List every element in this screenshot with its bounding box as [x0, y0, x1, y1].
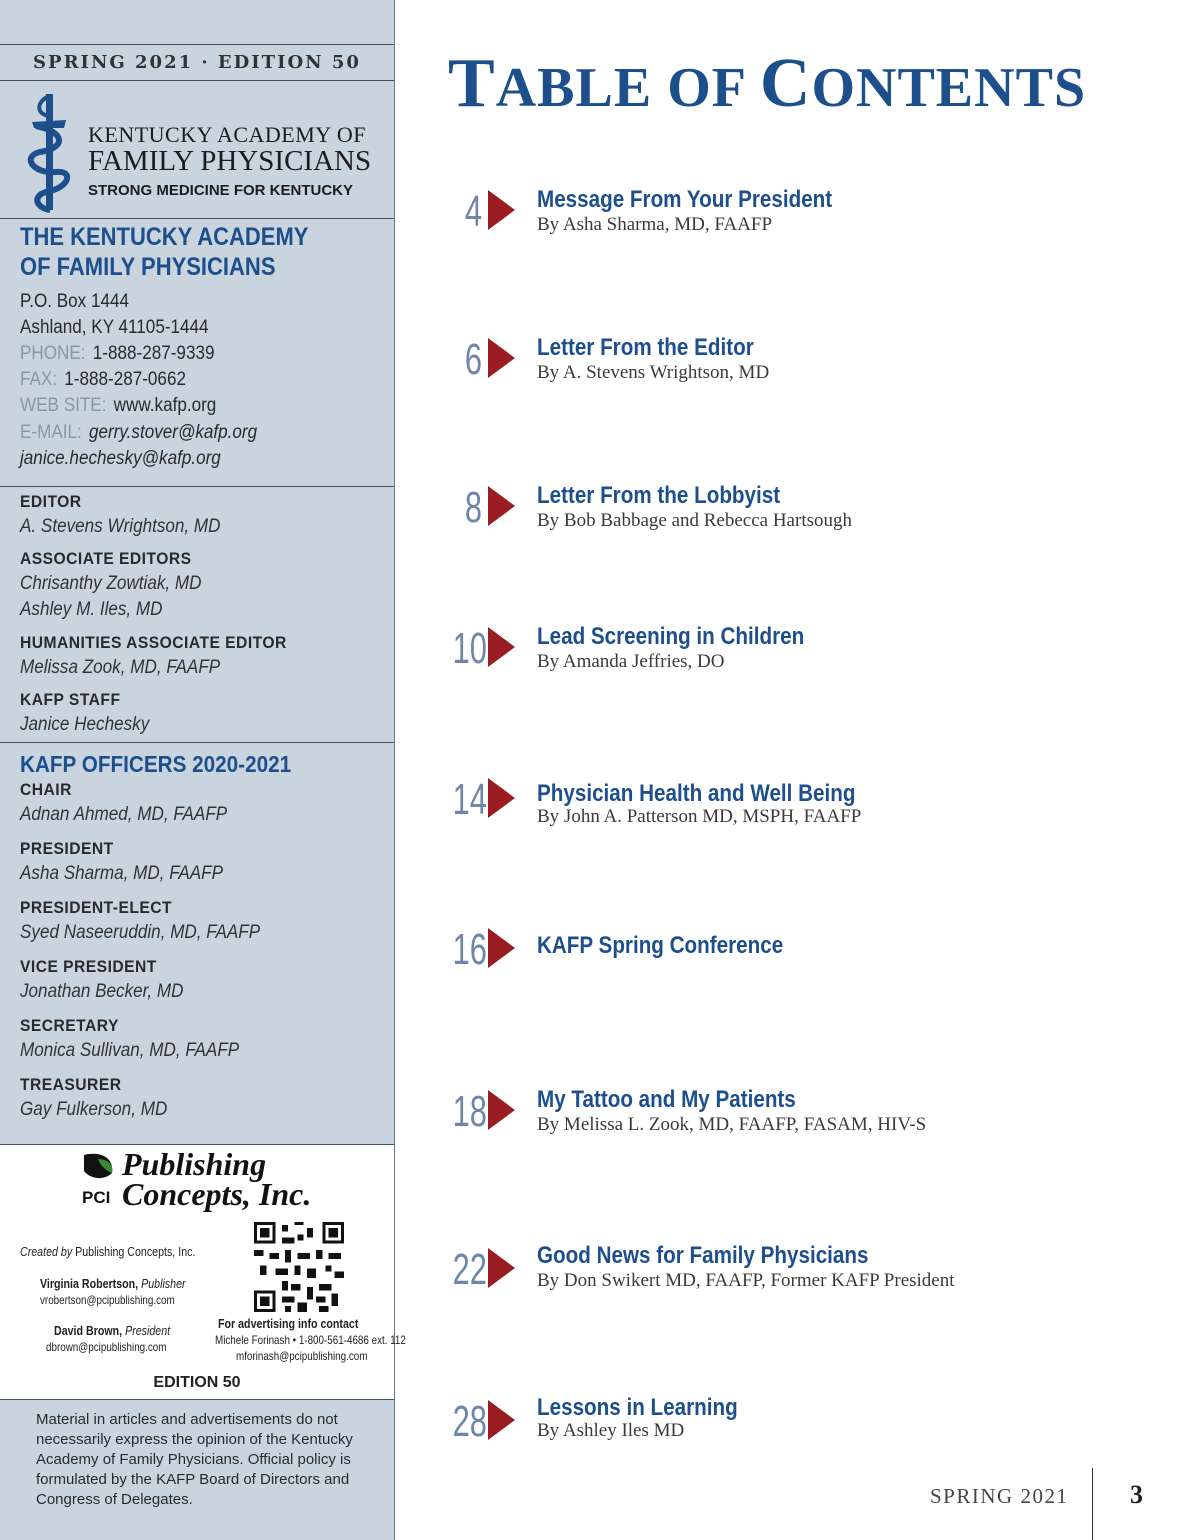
divider: [0, 80, 394, 81]
title-part: C: [759, 45, 812, 122]
article-byline: By Ashley Iles MD: [537, 1420, 685, 1441]
email-label: E-MAIL:: [20, 422, 82, 443]
article-byline: By John A. Patterson MD, MSPH, FAAFP: [537, 806, 862, 827]
article-title[interactable]: My Tattoo and My Patients: [537, 1086, 796, 1113]
officer-name: Monica Sullivan, MD, FAAFP: [20, 1040, 240, 1061]
phone-label: PHONE:: [20, 343, 86, 364]
officer-role: PRESIDENT-ELECT: [20, 898, 173, 917]
article-byline: By A. Stevens Wrightson, MD: [537, 362, 770, 383]
person-title: President: [125, 1323, 171, 1338]
title-part: ABLE OF: [495, 57, 760, 119]
ad-email[interactable]: mforinash@pcipublishing.com: [236, 1349, 368, 1363]
logo-text-line2: FAMILY PHYSICIANS: [88, 145, 372, 177]
article-title[interactable]: Physician Health and Well Being: [537, 780, 856, 807]
web-link[interactable]: www.kafp.org: [113, 395, 217, 416]
phone-number: 1-888-287-9339: [92, 343, 215, 364]
toc-entry[interactable]: [440, 1088, 1160, 1158]
title-part: T: [448, 45, 496, 122]
toc-entry[interactable]: [440, 625, 1160, 695]
person-name: David Brown,: [54, 1323, 123, 1338]
city-address: Ashland, KY 41105-1444: [20, 317, 209, 338]
officer-role: TREASURER: [20, 1075, 122, 1094]
page-number: 18: [452, 1087, 487, 1136]
disclaimer-text: Material in articles and advertisements do not necessarily express the opinion of the Kentucky Academy of Family Physicians. Official policy is formulated by the KAFP Board of Directors and Congress of Delegates.: [36, 1411, 353, 1508]
article-title[interactable]: Letter From the Editor: [537, 334, 754, 361]
person-name: Virginia Robertson,: [40, 1276, 139, 1291]
staff-role: ASSOCIATE EDITORS: [20, 549, 192, 568]
officers-heading: KAFP OFFICERS 2020-2021: [20, 751, 292, 777]
officer-name: Gay Fulkerson, MD: [20, 1099, 168, 1120]
toc-entry[interactable]: [440, 484, 1160, 554]
article-byline: By Bob Babbage and Rebecca Hartsough: [537, 510, 852, 531]
article-title[interactable]: Lessons in Learning: [537, 1394, 738, 1421]
phone-line: [20, 343, 214, 365]
officer-role: SECRETARY: [20, 1016, 119, 1035]
divider: [0, 218, 394, 219]
arrow-right-icon: [488, 928, 515, 968]
article-title[interactable]: Good News for Family Physicians: [537, 1242, 869, 1269]
arrow-right-icon: [488, 1400, 515, 1440]
po-box: P.O. Box 1444: [20, 291, 130, 312]
ad-heading: For advertising info contact: [218, 1316, 359, 1331]
email-link[interactable]: janice.hechesky@kafp.org: [20, 448, 221, 469]
edition-footer: EDITION 50: [153, 1374, 241, 1391]
footer-divider: [1092, 1468, 1093, 1540]
fax-label: FAX:: [20, 369, 58, 390]
toc-entry[interactable]: [440, 336, 1160, 406]
title-part: ONTENTS: [811, 57, 1087, 119]
page-number: 28: [452, 1397, 487, 1446]
publisher-person: [40, 1276, 186, 1291]
toc-entry[interactable]: [440, 1394, 1160, 1468]
staff-role: KAFP STAFF: [20, 690, 121, 709]
article-title[interactable]: Letter From the Lobbyist: [537, 482, 781, 509]
fax-number: 1-888-287-0662: [64, 369, 186, 390]
logo-text-line1: KENTUCKY ACADEMY OF: [88, 122, 366, 147]
org-title-line2: OF FAMILY PHYSICIANS: [20, 253, 276, 281]
officer-role: PRESIDENT: [20, 839, 114, 858]
officer-name: Adnan Ahmed, MD, FAAFP: [20, 804, 228, 825]
page-number: 14: [452, 775, 487, 824]
divider: [0, 44, 394, 45]
publisher-email[interactable]: vrobertson@pcipublishing.com: [40, 1293, 175, 1307]
fax-line: [20, 369, 186, 391]
toc-entry[interactable]: [440, 188, 1160, 258]
page-title: [448, 44, 1086, 124]
edition-banner: SPRING 2021 · EDITION 50: [33, 52, 361, 73]
divider: [0, 486, 394, 487]
caduceus-logo-icon: [26, 92, 78, 214]
officer-role: VICE PRESIDENT: [20, 957, 157, 976]
officer-name: Asha Sharma, MD, FAAFP: [20, 863, 224, 884]
arrow-right-icon: [488, 627, 515, 667]
article-title[interactable]: Message From Your President: [537, 186, 833, 213]
officer-role: CHAIR: [20, 780, 72, 799]
publisher-logo-line2: Concepts, Inc.: [122, 1176, 312, 1212]
staff-name: Ashley M. Iles, MD: [20, 599, 163, 620]
president-person: [54, 1323, 170, 1338]
article-title[interactable]: Lead Screening in Children: [537, 623, 805, 650]
article-title[interactable]: KAFP Spring Conference: [537, 932, 784, 959]
staff-name: Melissa Zook, MD, FAAFP: [20, 657, 221, 678]
logo-tagline: STRONG MEDICINE FOR KENTUCKY: [88, 182, 354, 199]
page-number: 6: [464, 335, 482, 384]
pci-mark-text: PCI: [82, 1188, 111, 1207]
publisher-logo-line1: Publishing: [122, 1146, 267, 1182]
arrow-right-icon: [488, 778, 515, 818]
president-email[interactable]: dbrown@pcipublishing.com: [46, 1340, 167, 1354]
person-title: Publisher: [141, 1276, 186, 1291]
org-title: [20, 222, 310, 282]
ad-contact: Michele Forinash • 1-800-561-4686 ext. 112: [215, 1333, 406, 1347]
toc-entry[interactable]: [440, 1242, 1160, 1316]
arrow-right-icon: [488, 338, 515, 378]
email-line-2: [20, 448, 221, 470]
staff-name: Chrisanthy Zowtiak, MD: [20, 573, 202, 594]
pci-leaf-logo-icon: [80, 1151, 120, 1207]
article-byline: By Melissa L. Zook, MD, FAAFP, FASAM, HIV-S: [537, 1114, 927, 1135]
arrow-right-icon: [488, 1248, 515, 1288]
web-line: [20, 395, 216, 417]
page-number: 4: [464, 187, 482, 236]
article-byline: By Asha Sharma, MD, FAAFP: [537, 214, 773, 235]
created-by-company: Publishing Concepts, Inc.: [75, 1244, 196, 1259]
arrow-right-icon: [488, 190, 515, 230]
toc-entry[interactable]: [440, 776, 1160, 846]
officer-name: Syed Naseeruddin, MD, FAAFP: [20, 922, 261, 943]
email-line: [20, 422, 257, 444]
web-label: WEB SITE:: [20, 395, 107, 416]
arrow-right-icon: [488, 486, 515, 526]
staff-name: A. Stevens Wrightson, MD: [20, 516, 221, 537]
article-byline: By Amanda Jeffries, DO: [537, 651, 725, 672]
footer-season: SPRING 2021: [930, 1484, 1069, 1508]
staff-name: Janice Hechesky: [20, 714, 150, 735]
staff-role: EDITOR: [20, 492, 82, 511]
staff-role: HUMANITIES ASSOCIATE EDITOR: [20, 633, 287, 652]
page-number: 22: [452, 1245, 487, 1294]
page-number: 10: [452, 624, 487, 673]
page-number: 8: [464, 483, 482, 532]
qr-code-icon[interactable]: [254, 1222, 344, 1312]
toc-entry[interactable]: [440, 926, 1160, 996]
divider: [0, 742, 394, 743]
created-by-prefix: Created by: [20, 1244, 73, 1259]
article-byline: By Don Swikert MD, FAAFP, Former KAFP President: [537, 1270, 955, 1291]
page-number-footer: 3: [1130, 1480, 1143, 1509]
page-number: 16: [452, 925, 487, 974]
org-title-line1: THE KENTUCKY ACADEMY: [20, 223, 309, 251]
officer-name: Jonathan Becker, MD: [20, 981, 184, 1002]
arrow-right-icon: [488, 1090, 515, 1130]
created-by: [20, 1244, 195, 1259]
email-link[interactable]: gerry.stover@kafp.org: [88, 422, 258, 443]
